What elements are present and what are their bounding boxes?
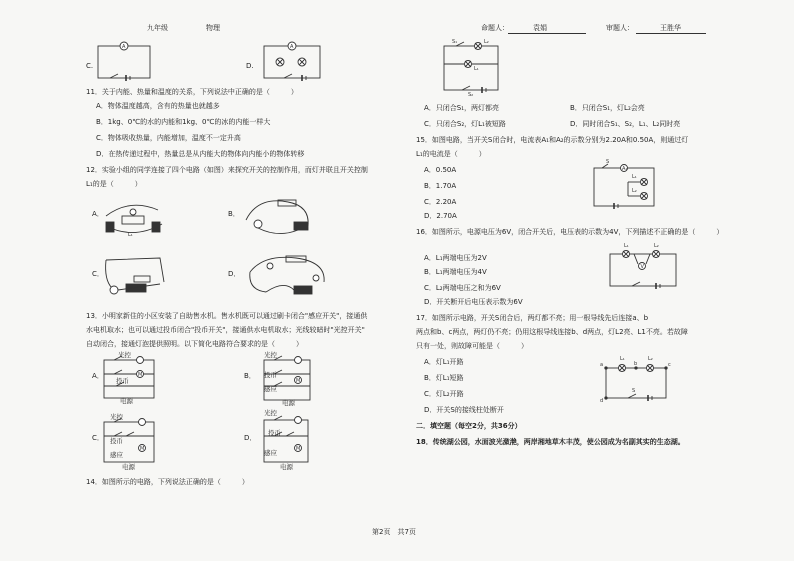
q16-option-a[interactable]: A．L₁两端电压为2V	[424, 254, 487, 262]
svg-text:a: a	[600, 362, 604, 368]
svg-text:b: b	[634, 361, 638, 367]
svg-text:L₂: L₂	[632, 188, 637, 194]
svg-text:M: M	[140, 446, 145, 452]
q13-c-power: 电源	[122, 463, 135, 471]
q17-option-c[interactable]: C．灯L₂开路	[424, 390, 464, 398]
q13-stem-line1: 13．小明家新住的小区安装了自助售水机。售水机既可以通过刷卡闭合"感应开关"，接通供	[86, 312, 368, 320]
q13-d-light: 光控	[264, 409, 277, 417]
q14-stem: 14．如图所示的电路，下列说法正确的是（ ）	[86, 478, 249, 486]
svg-text:M: M	[296, 378, 301, 384]
q12-stem-line1: 12．实验小组的同学连接了四个电路（如图）来探究开关的控制作用，而灯并联且开关控制	[86, 166, 368, 174]
q13-c-coin: 投币	[110, 437, 123, 445]
svg-text:L₁: L₁	[632, 174, 637, 180]
q10-circuit-c	[96, 40, 156, 82]
section2-title: 二．填空题（每空2分，共36分）	[416, 422, 522, 430]
q12-option-d-label: D．	[228, 270, 241, 278]
q14-option-c[interactable]: C．只闭合S₂，灯L₁被短路	[424, 120, 506, 128]
q11-option-c[interactable]: C．物体吸收热量，内能增加，温度不一定升高	[96, 134, 241, 142]
q13-d-coin: 投币	[268, 429, 281, 437]
q12-photo-a	[100, 196, 170, 240]
svg-text:L₁: L₁	[620, 356, 625, 362]
svg-text:d: d	[600, 398, 604, 404]
footer-page-number: 第2页 共7页	[372, 528, 416, 536]
header-author-label: 命题人：	[481, 24, 509, 32]
svg-text:A: A	[122, 44, 126, 50]
q15-option-d[interactable]: D．2.70A	[424, 212, 457, 220]
q13-b-coin: 投币	[264, 371, 277, 379]
q13-c-light: 光控	[110, 413, 123, 421]
q17-stem-line2: 两点和b、c两点，两灯仍不亮；仍用这根导线连接b、d两点，灯L2亮、L1不亮。若故障	[416, 328, 688, 336]
q14-option-d[interactable]: D．同时闭合S₁、S₂，L₁、L₂同时亮	[570, 120, 681, 128]
q11-option-d[interactable]: D．在热传递过程中，热量总是从内能大的物体向内能小的物体转移	[96, 150, 305, 158]
q11-option-a[interactable]: A．物体温度越高，含有的热量也就越多	[96, 102, 220, 110]
svg-text:V: V	[640, 264, 644, 270]
q17-option-d[interactable]: D．开关S的接线柱处断开	[424, 406, 504, 414]
svg-text:A₁: A₁	[622, 166, 628, 172]
q16-option-b[interactable]: B．L₁两端电压为4V	[424, 268, 487, 276]
q15-option-a[interactable]: A．0.50A	[424, 166, 457, 174]
q14-circuit	[438, 40, 508, 96]
svg-text:M: M	[138, 372, 143, 378]
q17-stem-line1: 17．如图所示电路，开关S闭合后，两灯都不亮；用一根导线先后连接a、b	[416, 314, 649, 322]
q13-a-light: 光控	[118, 351, 131, 359]
q17-stem-line3: 只有一处，则故障可能是（ ）	[416, 342, 528, 350]
q13-a-power: 电源	[120, 397, 133, 405]
q12-option-b-label: B．	[228, 210, 240, 218]
q16-stem: 16．如图所示，电源电压为6V，闭合开关后，电压表的示数为4V，下列描述不正确的是（ ）	[416, 228, 724, 236]
q13-stem-line2: 水电机取水；也可以通过投币闭合"投币开关"，接通供水电机取水；光线较暗时"光控开关"	[86, 326, 365, 334]
svg-text:c: c	[668, 362, 671, 368]
svg-text:L₁: L₁	[474, 66, 479, 72]
q14-option-b[interactable]: B．只闭合S₁，灯L₂会亮	[570, 104, 645, 112]
header-author-name: 袁娟	[533, 24, 547, 32]
svg-text:M: M	[296, 446, 301, 452]
q13-option-b-label: B．	[244, 372, 256, 380]
q10-circuit-d	[262, 40, 324, 82]
svg-text:L₂: L₂	[654, 243, 659, 249]
q13-option-c-label: C．	[92, 434, 104, 442]
q13-c-sense: 感应	[110, 451, 123, 459]
q17-option-b[interactable]: B．灯L₁短路	[424, 374, 464, 382]
q18-stem: 18．传统湖公园，水面波光潋滟，两岸湘地草木丰茂，使公园成为名副其实的生态湖。	[416, 438, 685, 446]
svg-text:S₂: S₂	[468, 92, 474, 98]
q12-option-c-label: C．	[92, 270, 104, 278]
q13-b-light: 光控	[264, 351, 277, 359]
q13-b-power: 电源	[282, 399, 295, 407]
q17-circuit	[598, 354, 674, 406]
header-reviewer-label: 审题人：	[606, 24, 634, 32]
q15-option-b[interactable]: B．1.70A	[424, 182, 457, 190]
q13-d-sense: 感应	[264, 449, 277, 457]
q16-circuit	[604, 242, 684, 292]
svg-text:L₁: L₁	[624, 243, 629, 249]
q13-stem-line3: 自动闭合，接通灯泡提供照明。以下简化电路符合要求的是（ ）	[86, 340, 303, 348]
header-grade: 九年级	[147, 24, 168, 32]
svg-text:L₂: L₂	[484, 39, 489, 45]
q13-a-coin: 投币	[116, 377, 129, 385]
svg-text:S₁: S₁	[452, 39, 458, 45]
header-reviewer-name: 王胜华	[660, 24, 681, 32]
q11-stem: 11．关于内能、热量和温度的关系，下列说法中正确的是（ ）	[86, 88, 298, 96]
q13-d-power: 电源	[280, 463, 293, 471]
q12-option-a-label: A．	[92, 210, 104, 218]
q13-b-sense: 感应	[264, 385, 277, 393]
svg-text:S: S	[606, 159, 610, 165]
q12-photo-c	[100, 250, 172, 300]
header-reviewer-underline	[636, 33, 706, 34]
svg-text:A: A	[290, 44, 294, 50]
q12-photo-b	[238, 192, 318, 240]
q16-option-d[interactable]: D．开关断开后电压表示数为6V	[424, 298, 523, 306]
q13-option-d-label: D．	[244, 434, 257, 442]
q11-option-b[interactable]: B．1kg、0℃的水的内能和1kg、0℃的冰的内能一样大	[96, 118, 271, 126]
q17-option-a[interactable]: A．灯L₁开路	[424, 358, 464, 366]
q12-stem-line2: L₁的是（ ）	[86, 180, 142, 188]
q13-circuit-d	[256, 410, 318, 470]
header-author-underline	[508, 33, 586, 34]
q15-stem-line1: 15．如图电路，当开关S闭合时，电流表A₁和A₂的示数分别为2.20A和0.50A，则通过灯	[416, 136, 689, 144]
q10-option-d-label: D.	[246, 62, 254, 70]
svg-text:L₁: L₁	[128, 232, 133, 238]
q14-option-a[interactable]: A．只闭合S₁，两灯都亮	[424, 104, 500, 112]
q10-option-c-label: C.	[86, 62, 94, 70]
svg-text:L₂: L₂	[648, 356, 653, 362]
q15-option-c[interactable]: C．2.20A	[424, 198, 457, 206]
q16-option-c[interactable]: C．L₂两端电压之和为6V	[424, 284, 501, 292]
q12-photo-d	[240, 250, 336, 300]
q15-circuit	[588, 158, 664, 214]
q15-stem-line2: L₁的电流是（ ）	[416, 150, 486, 158]
header-subject: 物理	[206, 24, 220, 32]
q13-option-a-label: A．	[92, 372, 104, 380]
svg-text:S: S	[632, 388, 636, 394]
